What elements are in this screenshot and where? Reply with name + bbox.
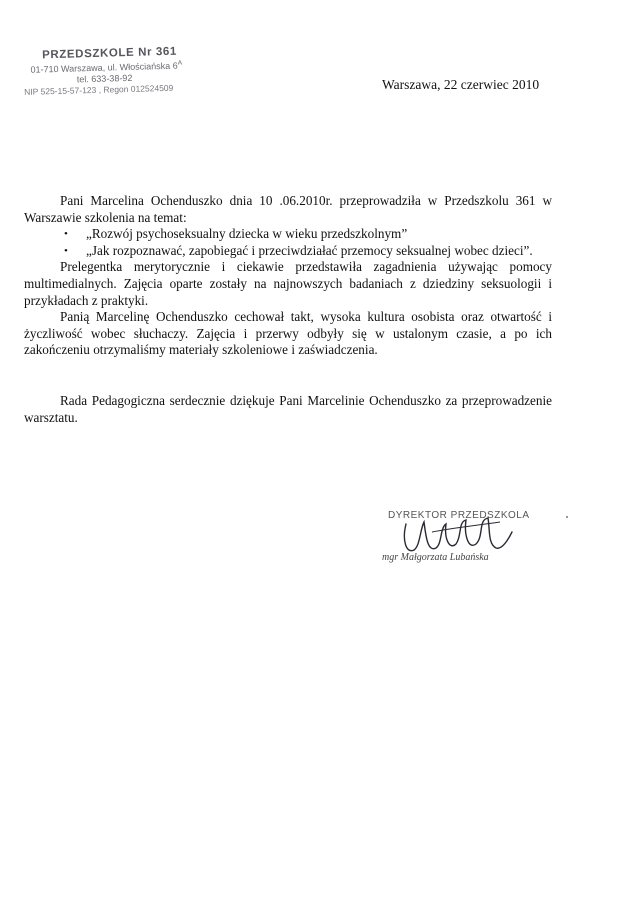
topics-list	[24, 226, 552, 259]
kindergarten-nip-regon: NIP 525-15-57-123 , Regon 012524509	[24, 82, 174, 97]
thanks-paragraph: Rada Pedagogiczna serdecznie dziękuje Pani Marcelinie Ochenduszko za przeprowadzenie warsztatu.	[24, 392, 552, 425]
intro-paragraph: Pani Marcelina Ochenduszko dnia 10 .06.2010r. przeprowadziła w Przedszkolu 361 w Warszawie szkolenia na temat:	[24, 193, 552, 225]
letterhead-stamp	[20, 44, 221, 98]
kindergarten-phone: tel. 633-38-92	[76, 72, 133, 85]
director-title: DYREKTOR PRZEDSZKOLA	[388, 510, 530, 521]
speaker-paragraph: Panią Marcelinę Ochenduszko cechował takt, wysoka kultura osobista oraz otwartość i życzliwość wobec słuchaczy. Zajęcia i przerwy odbyły się w ustalonym czasie, a po ich zakończeniu otrzymaliśmy materiały szkoleniowe i zaświadczenia.	[24, 309, 552, 358]
list-item: • „Rozwój psychoseksualny dziecka w wieku przedszkolnym”	[64, 226, 408, 242]
scan-speck	[566, 516, 568, 518]
signature-block	[382, 510, 532, 570]
kindergarten-name: PRZEDSZKOLE Nr 361	[41, 45, 178, 62]
director-name: mgr Małgorzata Lubańska	[382, 552, 489, 563]
presentation-paragraph: Prelegentka merytorycznie i ciekawie przedstawiła zagadnienia używając pomocy multimedialnych. Zajęcia oparte zostały na najnowszych badaniach z dziedziny seksuologii i przykładach z praktyki.	[24, 259, 552, 308]
kindergarten-address: 01-710 Warszawa, ul. Włościańska $6^A$	[30, 59, 183, 75]
bullet-icon: •	[64, 228, 68, 241]
bullet-icon: •	[64, 244, 68, 257]
list-item: • „Jak rozpoznawać, zapobiegać i przeciwdziałać przemocy seksualnej wobec dzieci”.	[64, 242, 533, 258]
letter-body	[24, 193, 552, 426]
letter-date: Warszawa, 22 czerwiec 2010	[382, 77, 540, 92]
